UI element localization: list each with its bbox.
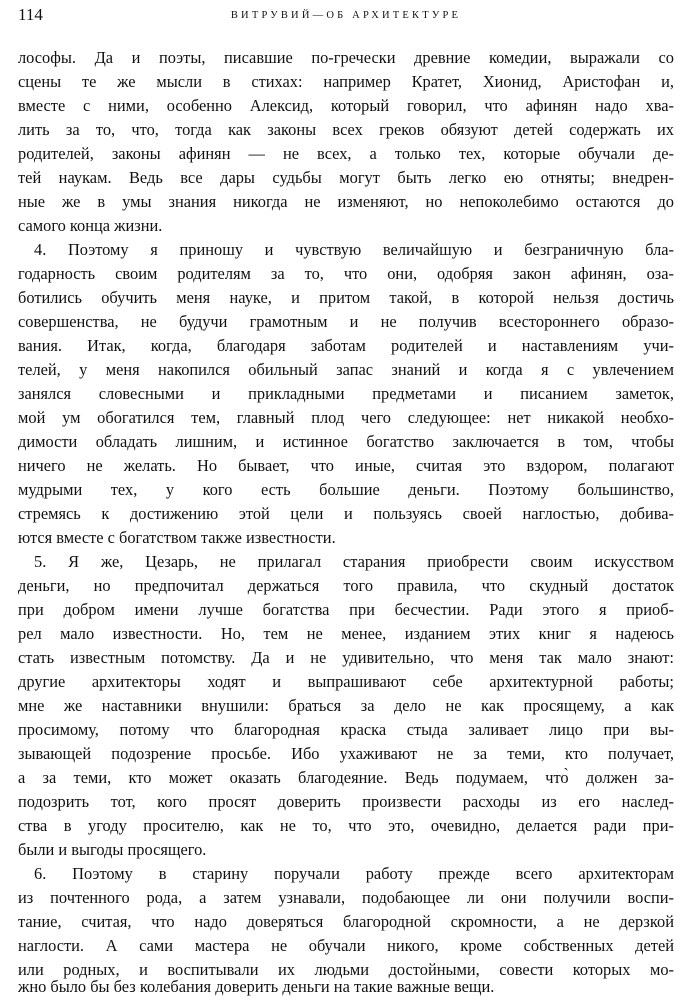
text-line: рел мало известности. Но, тем не менее, изданием этих книг я надеюсь (18, 624, 674, 643)
text-line: совершенства, не будучи грамотным и не получив всестороннего образо- (18, 312, 674, 331)
text-line: тание, считая, что надо доверяться благородной скромности, а не дерзкой (18, 912, 674, 931)
text-line: телей, у меня накопился обильный запас знаний и когда я с увлечением (18, 360, 674, 379)
running-title: ВИТРУВИЙ—ОБ АРХИТЕКТУРЕ (230, 10, 462, 21)
text-line: мой ум обогатился тем, главный плод чего следующее: нет никакой необхо- (18, 408, 674, 427)
text-line: были и выгоды просящего. (18, 840, 207, 859)
paragraph-6-start: 6. Поэтому в старину поручали работу прежде всего архитекторам (34, 864, 674, 883)
text-line: сцены те же мысли в стихах: например Кратет, Хионид, Аристофан и, (18, 72, 674, 91)
text-line: подозрить тот, кого просят доверить произвести расходы из его наслед- (18, 792, 674, 811)
text-line: наглости. А сами мастера не обучали никого, кроме собственных детей (18, 936, 674, 955)
text-line: зывающей подозрение просьбе. Ибо ухаживают не за теми, кто получает, (18, 744, 674, 763)
text-line: или родных, и воспитывали их людьми достойными, совести которых мо- (18, 960, 674, 979)
text-line: вания. Итак, когда, благодаря заботам родителей и наставлениям учи- (18, 336, 674, 355)
text-line: стремясь к достижению этой цели и пользуясь своей наглостью, добива- (18, 504, 674, 523)
text-line: димости обладать лишним, и истинное богатство заключается в том, чтобы (18, 432, 674, 451)
text-line: а за теми, кто может оказать благодеяние. Ведь подумаем, что̀ должен за- (18, 768, 674, 787)
text-line: родителей, законы афинян — не всех, а только тех, которые обучали де- (18, 144, 674, 163)
page-number: 114 (18, 5, 43, 24)
text-line: ничего не желать. Но бывает, что иные, считая это вздором, полагают (18, 456, 674, 475)
text-line: ботились обучить меня науке, и притом такой, в которой нельзя достичь (18, 288, 674, 307)
text-line: при добром имени лучше богатства при бесчестии. Ради этого я приоб- (18, 600, 674, 619)
text-line: другие архитекторы ходят и выпрашивают себе архитектурной работы; (18, 672, 674, 691)
paragraph-4-start: 4. Поэтому я приношу и чувствую величайшую и безграничную бла- (34, 240, 674, 259)
page-header (18, 4, 674, 26)
text-line: лософы. Да и поэты, писавшие по-гречески древние комедии, выражали со (18, 48, 674, 67)
paragraph-5-start: 5. Я же, Цезарь, не прилагал старания приобрести своим искусством (34, 552, 674, 571)
text-line: ные же в умы знания никогда не изменяют, но непоколебимо остаются до (18, 192, 674, 211)
text-line: самого конца жизни. (18, 216, 163, 235)
text-line: из почтенного рода, а затем узнавали, подобающее ли они получили воспи- (18, 888, 674, 907)
text-line: ются вместе с богатством также известности. (18, 528, 336, 547)
text-line: жно было бы без колебания доверить деньги на такие важные вещи. (18, 977, 495, 996)
text-line: просимому, потому что благородная краска стыда заливает лицо при вы- (18, 720, 674, 739)
text-line: деньги, но предпочитал держаться того правила, что скудный достаток (18, 576, 674, 595)
text-line: мудрыми тех, у кого есть большие деньги. Поэтому большинство, (18, 480, 674, 499)
text-line: годарность своим родителям за то, что они, одобряя закон афинян, оза- (18, 264, 674, 283)
text-line: лить за то, что, тогда как законы всех греков обязуют детей содержать их (18, 120, 674, 139)
text-line: тей наукам. Ведь все дары судьбы могут быть легко ею отняты; внедрен- (18, 168, 674, 187)
text-line: вместе с ними, особенно Алексид, который говорил, что афинян надо хва- (18, 96, 674, 115)
text-line: занялся словесными и прикладными предметами и писанием заметок, (18, 384, 674, 403)
text-line: ства в угоду просителю, как не то, что это, очевидно, делается ради при- (18, 816, 674, 835)
text-line: стать известным потомству. Да и не удивительно, что меня так мало знают: (18, 648, 674, 667)
text-line: мне же наставники внушили: браться за дело не как просящему, а как (18, 696, 674, 715)
